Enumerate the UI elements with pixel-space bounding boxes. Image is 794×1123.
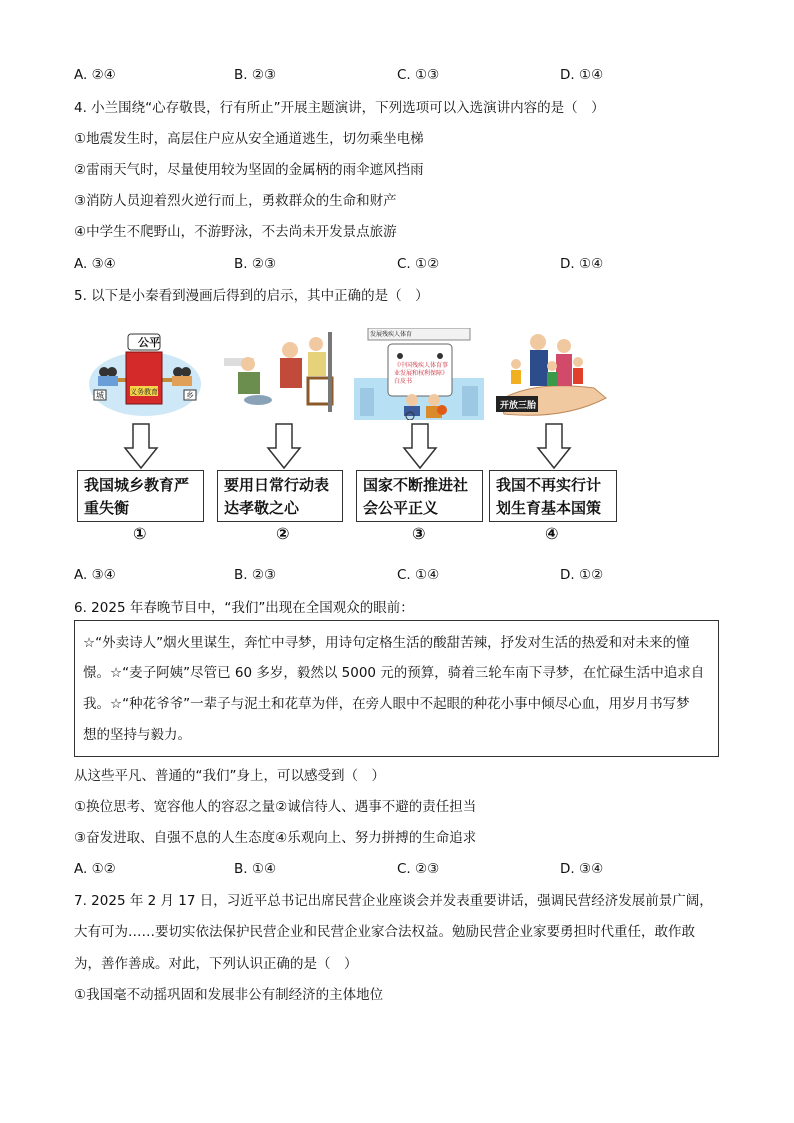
q6-material-box [74,620,719,757]
q5-option-b: B. ②③ [234,567,277,583]
q6-stem: 6. 2025 年春晚节目中，“我们”出现在全国观众的眼前： [74,600,414,616]
q6-material-line-1: ☆“外卖诗人”烟火里谋生，奔忙中寻梦，用诗句定格生活的酸甜苦辣，抒发对生活的热爱和对未来的憧 [83,635,690,651]
q4-option-a: A. ③④ [74,256,116,272]
caption-number-1: ① [133,524,147,543]
q4-item-3: ③消防人员迎着烈火逆行而上，勇救群众的生命和财产 [74,193,397,209]
q3-option-a: A. ②④ [74,67,116,83]
q6-material-line-4: 想的坚持与毅力。 [83,727,191,743]
q5-options [74,565,734,585]
caption-1: 我国城乡教育严重失衡 [77,470,204,522]
cartoon-panel-3 [354,328,484,424]
q6-item-2: ③奋发进取、自强不息的人生态度④乐观向上、努力拼搏的生命追求 [74,830,477,846]
caption-2: 要用日常行动表达孝敬之心 [217,470,343,522]
q7-item-1: ①我国毫不动摇巩固和发展非公有制经济的主体地位 [74,987,384,1003]
q6-material-line-2: 憬。☆“麦子阿姨”尽管已 60 多岁，毅然以 5000 元的预算，骑着三轮车南下寻梦，在忙碌生活中追求自 [83,665,705,681]
q6-option-b: B. ①④ [234,861,277,877]
q7-stem-line-3: 为，善作善成。对此，下列认识正确的是（ ） [74,956,358,972]
q6-question: 从这些平凡、普通的“我们”身上，可以感受到（ ） [74,768,385,784]
white-paper-doc: 《中国残疾人体育事业发展和权利保障》白皮书 [394,362,449,385]
down-arrow-icon [402,422,438,470]
q3-option-c: C. ①③ [397,67,440,83]
sports-banner: 发展残疾人体育 [370,331,413,338]
q6-option-c: C. ②③ [397,861,440,877]
q3-option-d: D. ①④ [560,67,604,83]
fairness-badge: 公平 [138,336,160,349]
caption-3: 国家不断推进社会公平正义 [356,470,483,522]
q4-option-d: D. ①④ [560,256,604,272]
q4-option-b: B. ②③ [234,256,277,272]
q5-stem: 5. 以下是小秦看到漫画后得到的启示，其中正确的是（ ） [74,288,429,304]
q7-stem-line-2: 大有可为……要切实依法保护民营企业和民营企业家合法权益。勉励民营企业家要勇担时代重任，敢作敢 [74,924,695,940]
q3-option-b: B. ②③ [234,67,277,83]
q6-item-1: ①换位思考、宽容他人的容忍之量②诚信待人、遇事不避的责任担当 [74,799,477,815]
down-arrow-icon [123,422,159,470]
rural-label: 乡 [186,391,194,400]
caption-number-3: ③ [412,524,426,543]
cartoon-panel-1 [86,328,204,424]
q6-material-line-3: 我。☆“种花爷爷”一辈子与泥土和花草为伴，在旁人眼中不起眼的种花小事中倾尽心血，用岁月书写梦 [83,696,690,712]
down-arrow-icon [536,422,572,470]
caption-number-2: ② [276,524,290,543]
q7-stem-line-1: 7. 2025 年 2 月 17 日，习近平总书记出席民营企业座谈会并发表重要讲话，强调民营经济发展前景广阔， [74,893,713,909]
q4-item-1: ①地震发生时，高层住户应从安全通道逃生，切勿乘坐电梯 [74,131,424,147]
compulsory-education-book: 义务教育 [130,388,158,396]
three-child-label: 开放三胎 [500,401,537,411]
q4-item-4: ④中学生不爬野山，不游野泳，不去尚未开发景点旅游 [74,224,397,240]
q3-options [74,65,734,85]
q4-options [74,254,734,274]
q4-stem: 4. 小兰围绕“心存敬畏，行有所止”开展主题演讲，下列选项可以入选演讲内容的是（ ） [74,100,605,116]
q6-option-a: A. ①② [74,861,116,877]
q4-item-2: ②雷雨天气时，尽量使用较为坚固的金属柄的雨伞遮风挡雨 [74,162,424,178]
city-label: 城 [96,391,104,400]
q5-option-d: D. ①② [560,567,604,583]
filial-piety-illustration [224,328,340,414]
caption-4: 我国不再实行计划生育基本国策 [489,470,617,522]
q5-option-c: C. ①④ [397,567,440,583]
q4-option-c: C. ①② [397,256,440,272]
q5-option-a: A. ③④ [74,567,116,583]
down-arrow-icon [266,422,302,470]
q6-option-d: D. ③④ [560,861,604,877]
caption-number-4: ④ [545,524,559,543]
cartoon-panel-4 [494,328,612,424]
cartoon-panel-2 [224,328,340,418]
q6-options [74,859,734,879]
